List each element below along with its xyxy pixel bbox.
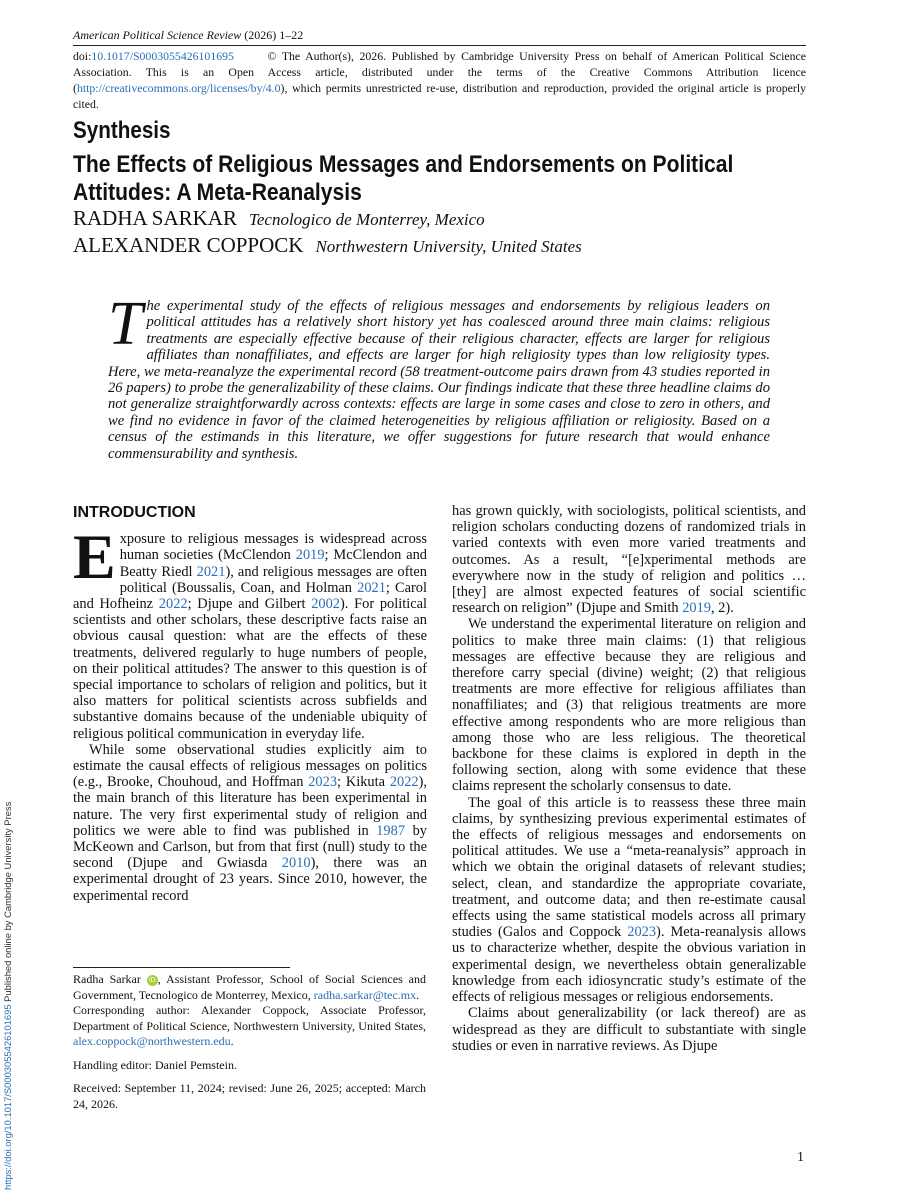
- paragraph: We understand the experimental literature on religion and politics to make three main claims: (1) that religious messages are effective because they are religious and therefore carry special (divine) weight; (2) that religious treatments are more effective for religious affiliates than nonaffiliates; and (3) that religious treatments are more effective among respondents who are more religious than among those who are less religious. The theoretical backbone for these claims is explored in depth in the following section, along with some evidence that these claims represent the scholarly consensus to date.: [452, 616, 806, 795]
- text-run: ). Meta-reanalysis allows us to characterize whether, despite the obvious variation in experimental design, we nevertheless obtain generalizable knowledge from each idiosyncratic study’s estimate of the effects of religious messages or religious endorsements.: [452, 924, 806, 1006]
- citation-link[interactable]: 2010: [281, 855, 311, 872]
- footnotes: [73, 972, 426, 1120]
- text-run: ; Carol and Hofheinz: [73, 579, 427, 613]
- citation-link[interactable]: 1987: [376, 822, 406, 839]
- text-run: ; McClendon and Beatty Riedl: [119, 547, 427, 580]
- article-title: The Effects of Religious Messages and Endorsements on Political Attitudes: A Meta-Reanalysis: [73, 151, 734, 206]
- text-run: ), there was an experimental drought of 23 years. Since 2010, however, the experimental record: [73, 855, 427, 904]
- text-run: ), and religious messages are often political (Boussalis, Coan, and Holman: [119, 563, 427, 596]
- paragraph: [452, 795, 806, 1006]
- author-footnote: [73, 972, 426, 1050]
- citation-link[interactable]: 2022: [158, 596, 188, 613]
- text-run: ; Kikuta: [337, 774, 390, 791]
- author-name: ALEXANDER COPPOCK: [73, 233, 304, 257]
- copyright-text-end: ), which permits unrestricted re-use, distribution and reproduction, provided the original article is properly cited.: [73, 81, 806, 111]
- footnote-rule: [73, 967, 290, 968]
- text-run: , Assistant Professor, School of Social Sciences and Government, Tecnologico de Monterrey, Mexico,: [73, 972, 426, 1002]
- body-column-right: [452, 503, 806, 1054]
- email-link[interactable]: alex.coppock@northwestern.edu: [73, 1034, 231, 1048]
- license-link[interactable]: http://creativecommons.org/licenses/by/4.0: [76, 81, 281, 95]
- author-line: [73, 206, 485, 231]
- email-link[interactable]: radha.sarkar@tec.mx: [313, 987, 417, 1002]
- citation-link[interactable]: 2021: [196, 563, 226, 580]
- doi-link[interactable]: 10.1017/S0003055426101695: [91, 49, 234, 63]
- citation-link[interactable]: 2022: [389, 774, 419, 791]
- abstract-text: he experimental study of the effects of religious messages and endorsements by religious leaders on political attitudes has a relatively short history yet has coalesced around three main claims: religious treatments are especially effective because of their religious character, effects are larger for religious affiliates than nonaffiliates, and effects are larger for high religiosity types than low religiosity types. Here, we meta-reanalyze the experimental record (58 treatment-outcome pairs drawn from 43 studies reported in 26 papers) to probe the generalizability of these claims. Our findings indicate that these three headline claims do not generalize straightforwardly across contexts: effects are large in some cases and close to zero in others, and we find no evidence in favor of the claimed heterogeneities by religious affiliation or religiosity. Based on a census of the estimands in this literature, we offer suggestions for future research that would enhance commensurability and synthesis.: [108, 298, 770, 462]
- text-run: Radha Sarkar: [73, 972, 147, 986]
- text-run: Corresponding author: Alexander Coppock, Associate Professor, Department of Political Science, Northwestern University, United States,: [73, 1003, 426, 1033]
- section-heading: INTRODUCTION: [73, 504, 196, 521]
- text-run: While some observational studies explicitly aim to estimate the causal effects of religious messages on politics (e.g., Brooke, Chouhoud, and Hoffman: [73, 741, 427, 791]
- author-line: [73, 233, 582, 258]
- text-run: has grown quickly, with sociologists, political scientists, and religion scholars conducting dozens of randomized trials in varied contexts with even more varied treatments and outcomes. As a result, “[e]xperimental methods are everywhere now in the study of religion and politics … [they] are almost expected features of social scientific research on religion” (Djupe and Smith: [452, 503, 806, 617]
- paragraph: Claims about generalizability (or lack thereof) are as widespread as they are difficult to substantiate with single studies or even in narrative reviews. As Djupe: [452, 1005, 806, 1054]
- journal-name: American Political Science Review: [73, 28, 242, 42]
- citation-link[interactable]: 2019: [682, 600, 711, 617]
- text-run: xposure to religious messages is widespread across human societies (McClendon: [119, 531, 427, 564]
- author-name: RADHA SARKAR: [73, 206, 237, 230]
- citation-link[interactable]: 2023: [308, 774, 338, 791]
- author-affiliation: Tecnologico de Monterrey, Mexico: [248, 210, 485, 229]
- citation-link[interactable]: 2021: [357, 579, 386, 596]
- text-run: by McKeown and Carlson, but from that first (null) study to the second (Djupe and Gwiasda: [73, 822, 427, 872]
- side-doi-link[interactable]: https://doi.org/10.1017/S0003055426101695: [2, 1004, 13, 1190]
- abstract: [108, 290, 770, 462]
- author-affiliation: Northwestern University, United States: [315, 237, 582, 256]
- handling-editor: Handling editor: Daniel Pemstein.: [73, 1057, 237, 1072]
- header-rule: [73, 45, 806, 46]
- side-publisher-text: Published online by Cambridge University Press: [2, 801, 13, 1005]
- text-run: The goal of this article is to reassess these three main claims, by synthesizing previous experimental estimates of the effects of religious messages and endorsements on political attitudes. We use a “meta-reanalysis” approach in which we obtain the original datasets of relevant studies; select, clean, and standardize the appropriate covariate, treatment, and outcome data; and then re-estimate causal effects using the same statistical models across all primary studies (Galos and Coppock: [452, 794, 806, 941]
- paragraph: [452, 503, 806, 616]
- paragraph: [73, 521, 427, 742]
- citation-link[interactable]: 2023: [627, 924, 657, 941]
- page-number: 1: [797, 1150, 804, 1165]
- doi-prefix: doi:: [73, 49, 92, 63]
- orcid-icon[interactable]: iD: [147, 975, 158, 986]
- journal-meta: (2026) 1–22: [241, 28, 304, 42]
- text-run: ), the main branch of this literature has been experimental in nature. The very first experimental study of religion and politics we were able to find was published in: [73, 774, 427, 839]
- paragraph: [73, 742, 427, 904]
- received-dates: Received: September 11, 2024; revised: June 26, 2025; accepted: March 24, 2026.: [73, 1081, 426, 1111]
- side-doi-strip: [2, 802, 13, 1190]
- text-run: .: [230, 1034, 234, 1048]
- abstract-dropcap: T: [108, 290, 143, 358]
- text-run: .: [416, 987, 420, 1002]
- text-run: ). For political scientists and other scholars, these descriptive facts raise an obvious causal question: what are the effects of these treatments, delivered regularly to huge numbers of people, on their political attitudes? The answer to this question is of special importance to scholars of religion and politics, but it also matters for political scientists across subfields and substantive domains because of the undeniable ubiquity of religious political communication in everyday life.: [73, 596, 427, 742]
- article-type: Synthesis: [73, 117, 171, 144]
- copyright-text: © The Author(s), 2026. Published by Cambridge University Press on behalf of American Political Science Association. This is an Open Access article, distributed under the terms of the Creative Commons Attribution licence (: [73, 49, 809, 95]
- journal-header: [73, 28, 303, 43]
- body-column-left: [73, 503, 427, 904]
- citation-link[interactable]: 2002: [311, 596, 340, 613]
- paragraph-dropcap: E: [73, 521, 116, 593]
- text-run: ; Djupe and Gilbert: [187, 596, 312, 613]
- doi-copyright-block: [73, 48, 809, 112]
- citation-link[interactable]: 2019: [295, 547, 325, 564]
- text-run: , 2).: [710, 600, 734, 617]
